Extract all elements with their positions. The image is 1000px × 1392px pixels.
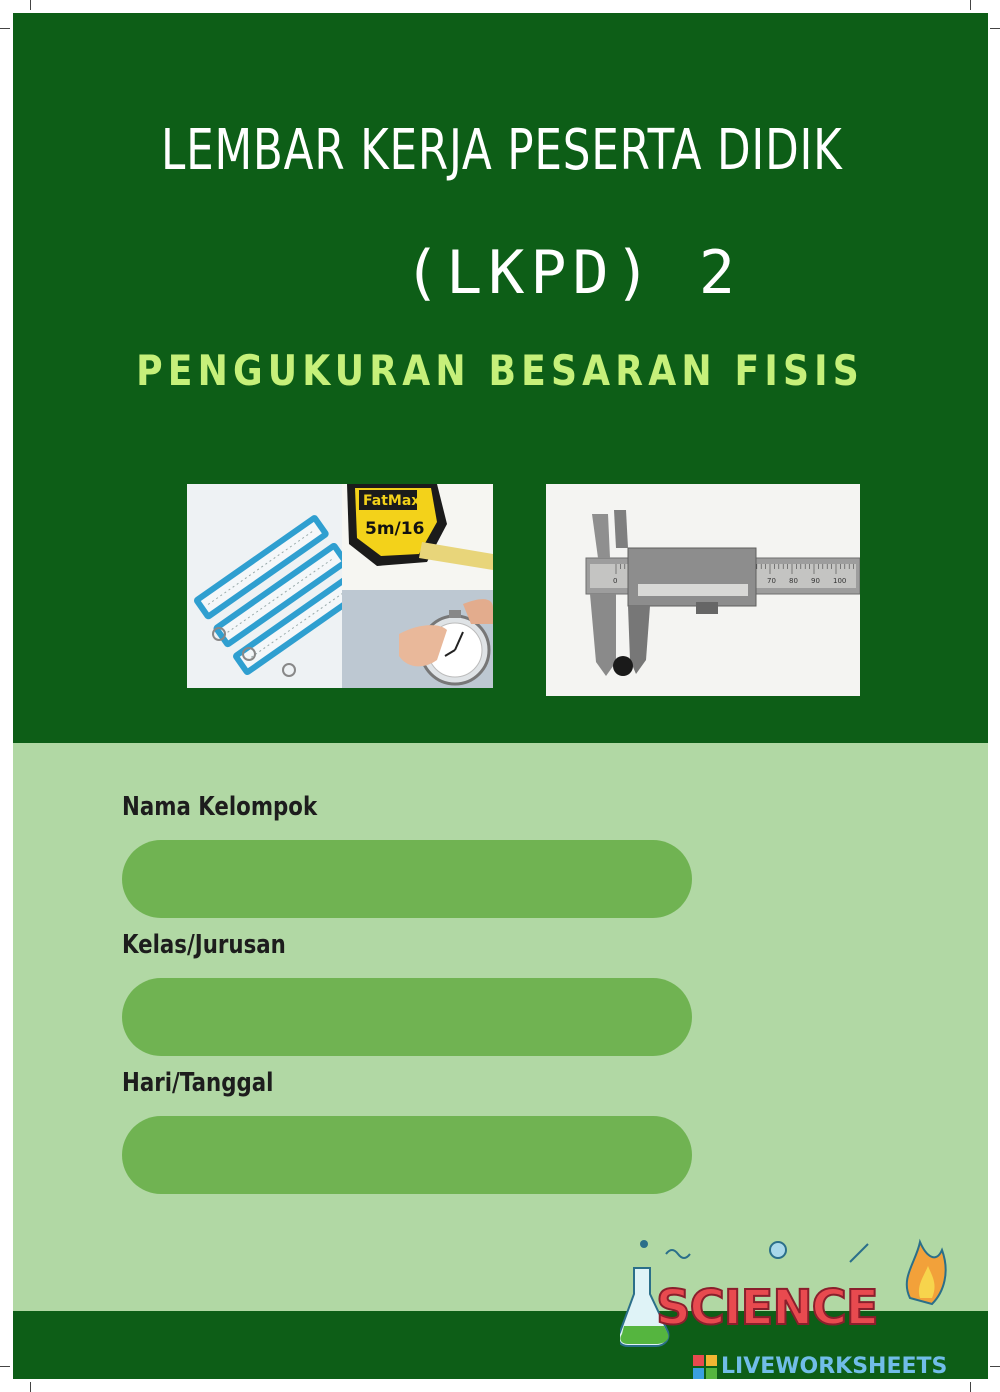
tape-measure-image	[342, 484, 493, 590]
vernier-caliper-photo	[546, 484, 860, 696]
group-name-field[interactable]	[122, 840, 692, 918]
crop-mark	[30, 1382, 31, 1392]
page-subtitle: PENGUKURAN BESARAN FISIS	[136, 346, 864, 395]
crop-mark	[0, 28, 10, 29]
crop-mark	[970, 1382, 971, 1392]
class-major-label: Kelas/Jurusan	[122, 930, 286, 960]
liveworksheets-logo-icon	[693, 1355, 717, 1379]
page-title: LEMBAR KERJA PESERTA DIDIK	[160, 118, 843, 183]
science-logo	[620, 1228, 965, 1362]
day-date-label: Hari/Tanggal	[122, 1068, 274, 1098]
measuring-tools-photo	[187, 484, 493, 688]
crop-mark	[0, 1366, 10, 1367]
crop-mark	[990, 28, 1000, 29]
group-name-label: Nama Kelompok	[122, 792, 318, 822]
vernier-caliper-image	[546, 484, 860, 696]
day-date-field[interactable]	[122, 1116, 692, 1194]
caliper-scale-label: 90	[811, 577, 820, 585]
tape-brand-label: FatMax	[363, 493, 421, 509]
measuring-tools-collage	[187, 484, 493, 688]
liveworksheets-watermark	[693, 1354, 947, 1379]
science-logo-art	[620, 1228, 965, 1358]
caliper-scale-label: 0	[613, 577, 618, 585]
class-major-field[interactable]	[122, 978, 692, 1056]
page-title-number: (LKPD) 2	[404, 238, 741, 308]
crop-mark	[990, 1366, 1000, 1367]
crop-mark	[30, 0, 31, 10]
caliper-scale-label: 70	[767, 577, 776, 585]
stopwatch-image	[342, 590, 493, 688]
science-logo-text: SCIENCE	[656, 1280, 878, 1336]
caliper-scale-label: 100	[833, 577, 847, 585]
caliper-scale-label: 80	[789, 577, 798, 585]
watermark-text: LIVEWORKSHEETS	[721, 1354, 948, 1379]
crop-mark	[970, 0, 971, 10]
tape-size-label: 5m/16	[365, 519, 425, 539]
